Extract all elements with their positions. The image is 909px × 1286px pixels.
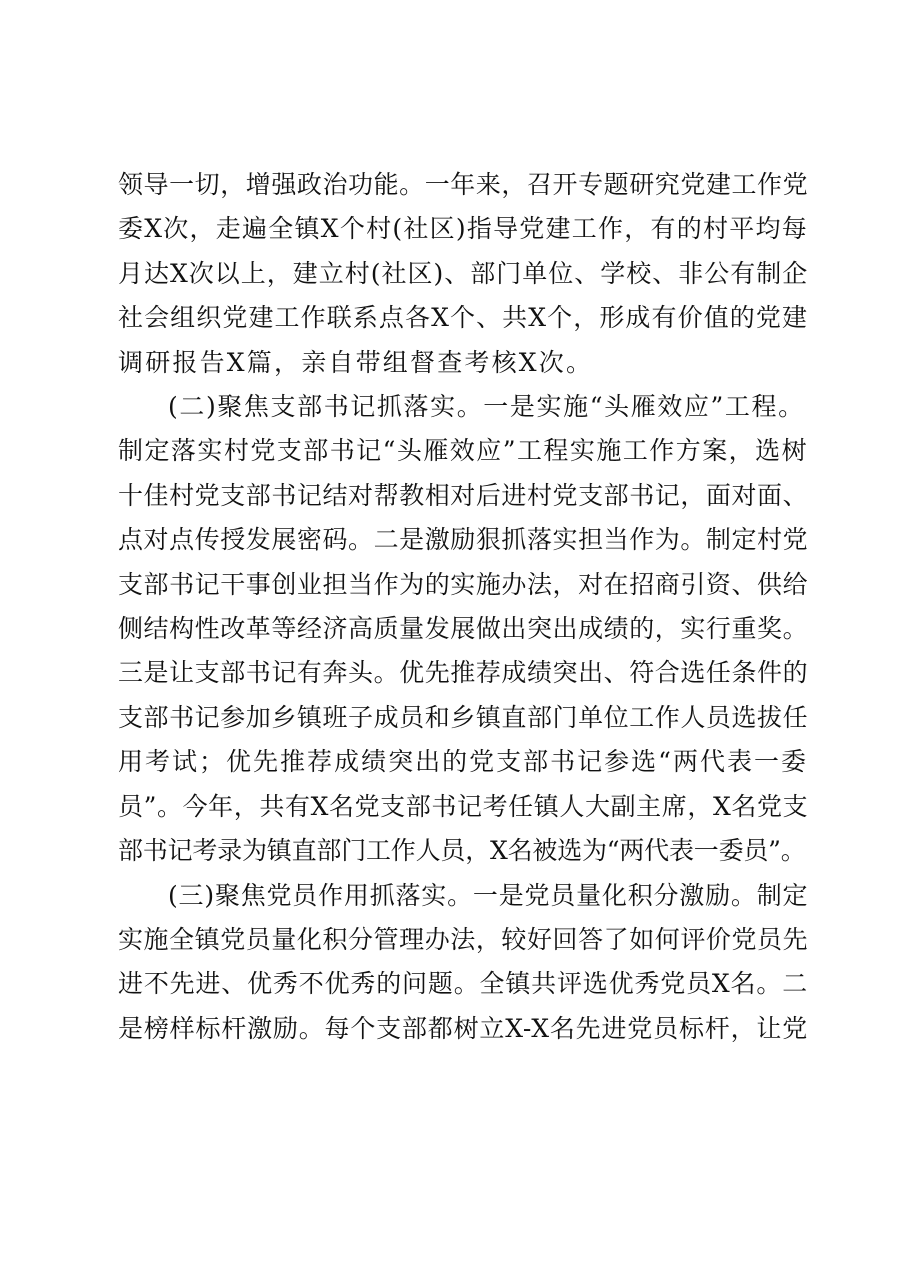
text-line: 员”。今年，共有X名党支部书记考任镇人大副主席，X名党支 [118,791,809,821]
text-line: 点对点传授发展密码。二是激励狠抓落实担当作为。制定村党 [118,525,808,555]
text-line: 实施全镇党员量化积分管理办法，较好回答了如何评价党员先 [118,924,808,954]
text-line: (二)聚焦支部书记抓落实。一是实施“头雁效应”工程。 [168,392,805,422]
text-line: 部书记考录为镇直部门工作人员，X名被选为“两代表一委员”。 [118,836,806,866]
text-line: 十佳村党支部书记结对帮教相对后进村党支部书记，面对面、 [118,480,808,510]
document-body [118,163,808,1051]
text-line: 三是让支部书记有奔头。优先推荐成绩突出、符合选任条件的 [118,658,808,688]
paragraph-1 [118,163,808,385]
text-line: 社会组织党建工作联系点各X个、共X个，形成有价值的党建 [118,303,808,333]
text-line: 委X次，走遍全镇X个村(社区)指导党建工作，有的村平均每 [118,214,808,244]
paragraph-3 [118,874,808,1052]
text-line: 是榜样标杆激励。每个支部都树立X-X名先进党员标杆，让党 [118,1013,808,1043]
text-line: 支部书记干事创业担当作为的实施办法，对在招商引资、供给 [118,569,808,599]
text-line: 领导一切，增强政治功能。一年来，召开专题研究党建工作党 [118,170,808,199]
text-line: 月达X次以上，建立村(社区)、部门单位、学校、非公有制企 [118,258,809,288]
text-line: 用考试；优先推荐成绩突出的党支部书记参选“两代表一委 [118,747,808,777]
text-line: (三)聚焦党员作用抓落实。一是党员量化积分激励。制定 [168,880,809,910]
paragraph-2 [118,385,808,873]
text-line: 侧结构性改革等经济高质量发展做出突出成绩的，实行重奖。 [118,614,808,644]
text-line: 进不先进、优秀不优秀的问题。全镇共评选优秀党员X名。二 [118,969,808,999]
text-line: 制定落实村党支部书记“头雁效应”工程实施工作方案，选树 [118,436,808,466]
text-line: 支部书记参加乡镇班子成员和乡镇直部门单位工作人员选拔任 [118,702,808,732]
text-line: 调研报告X篇，亲自带组督查考核X次。 [118,347,594,377]
